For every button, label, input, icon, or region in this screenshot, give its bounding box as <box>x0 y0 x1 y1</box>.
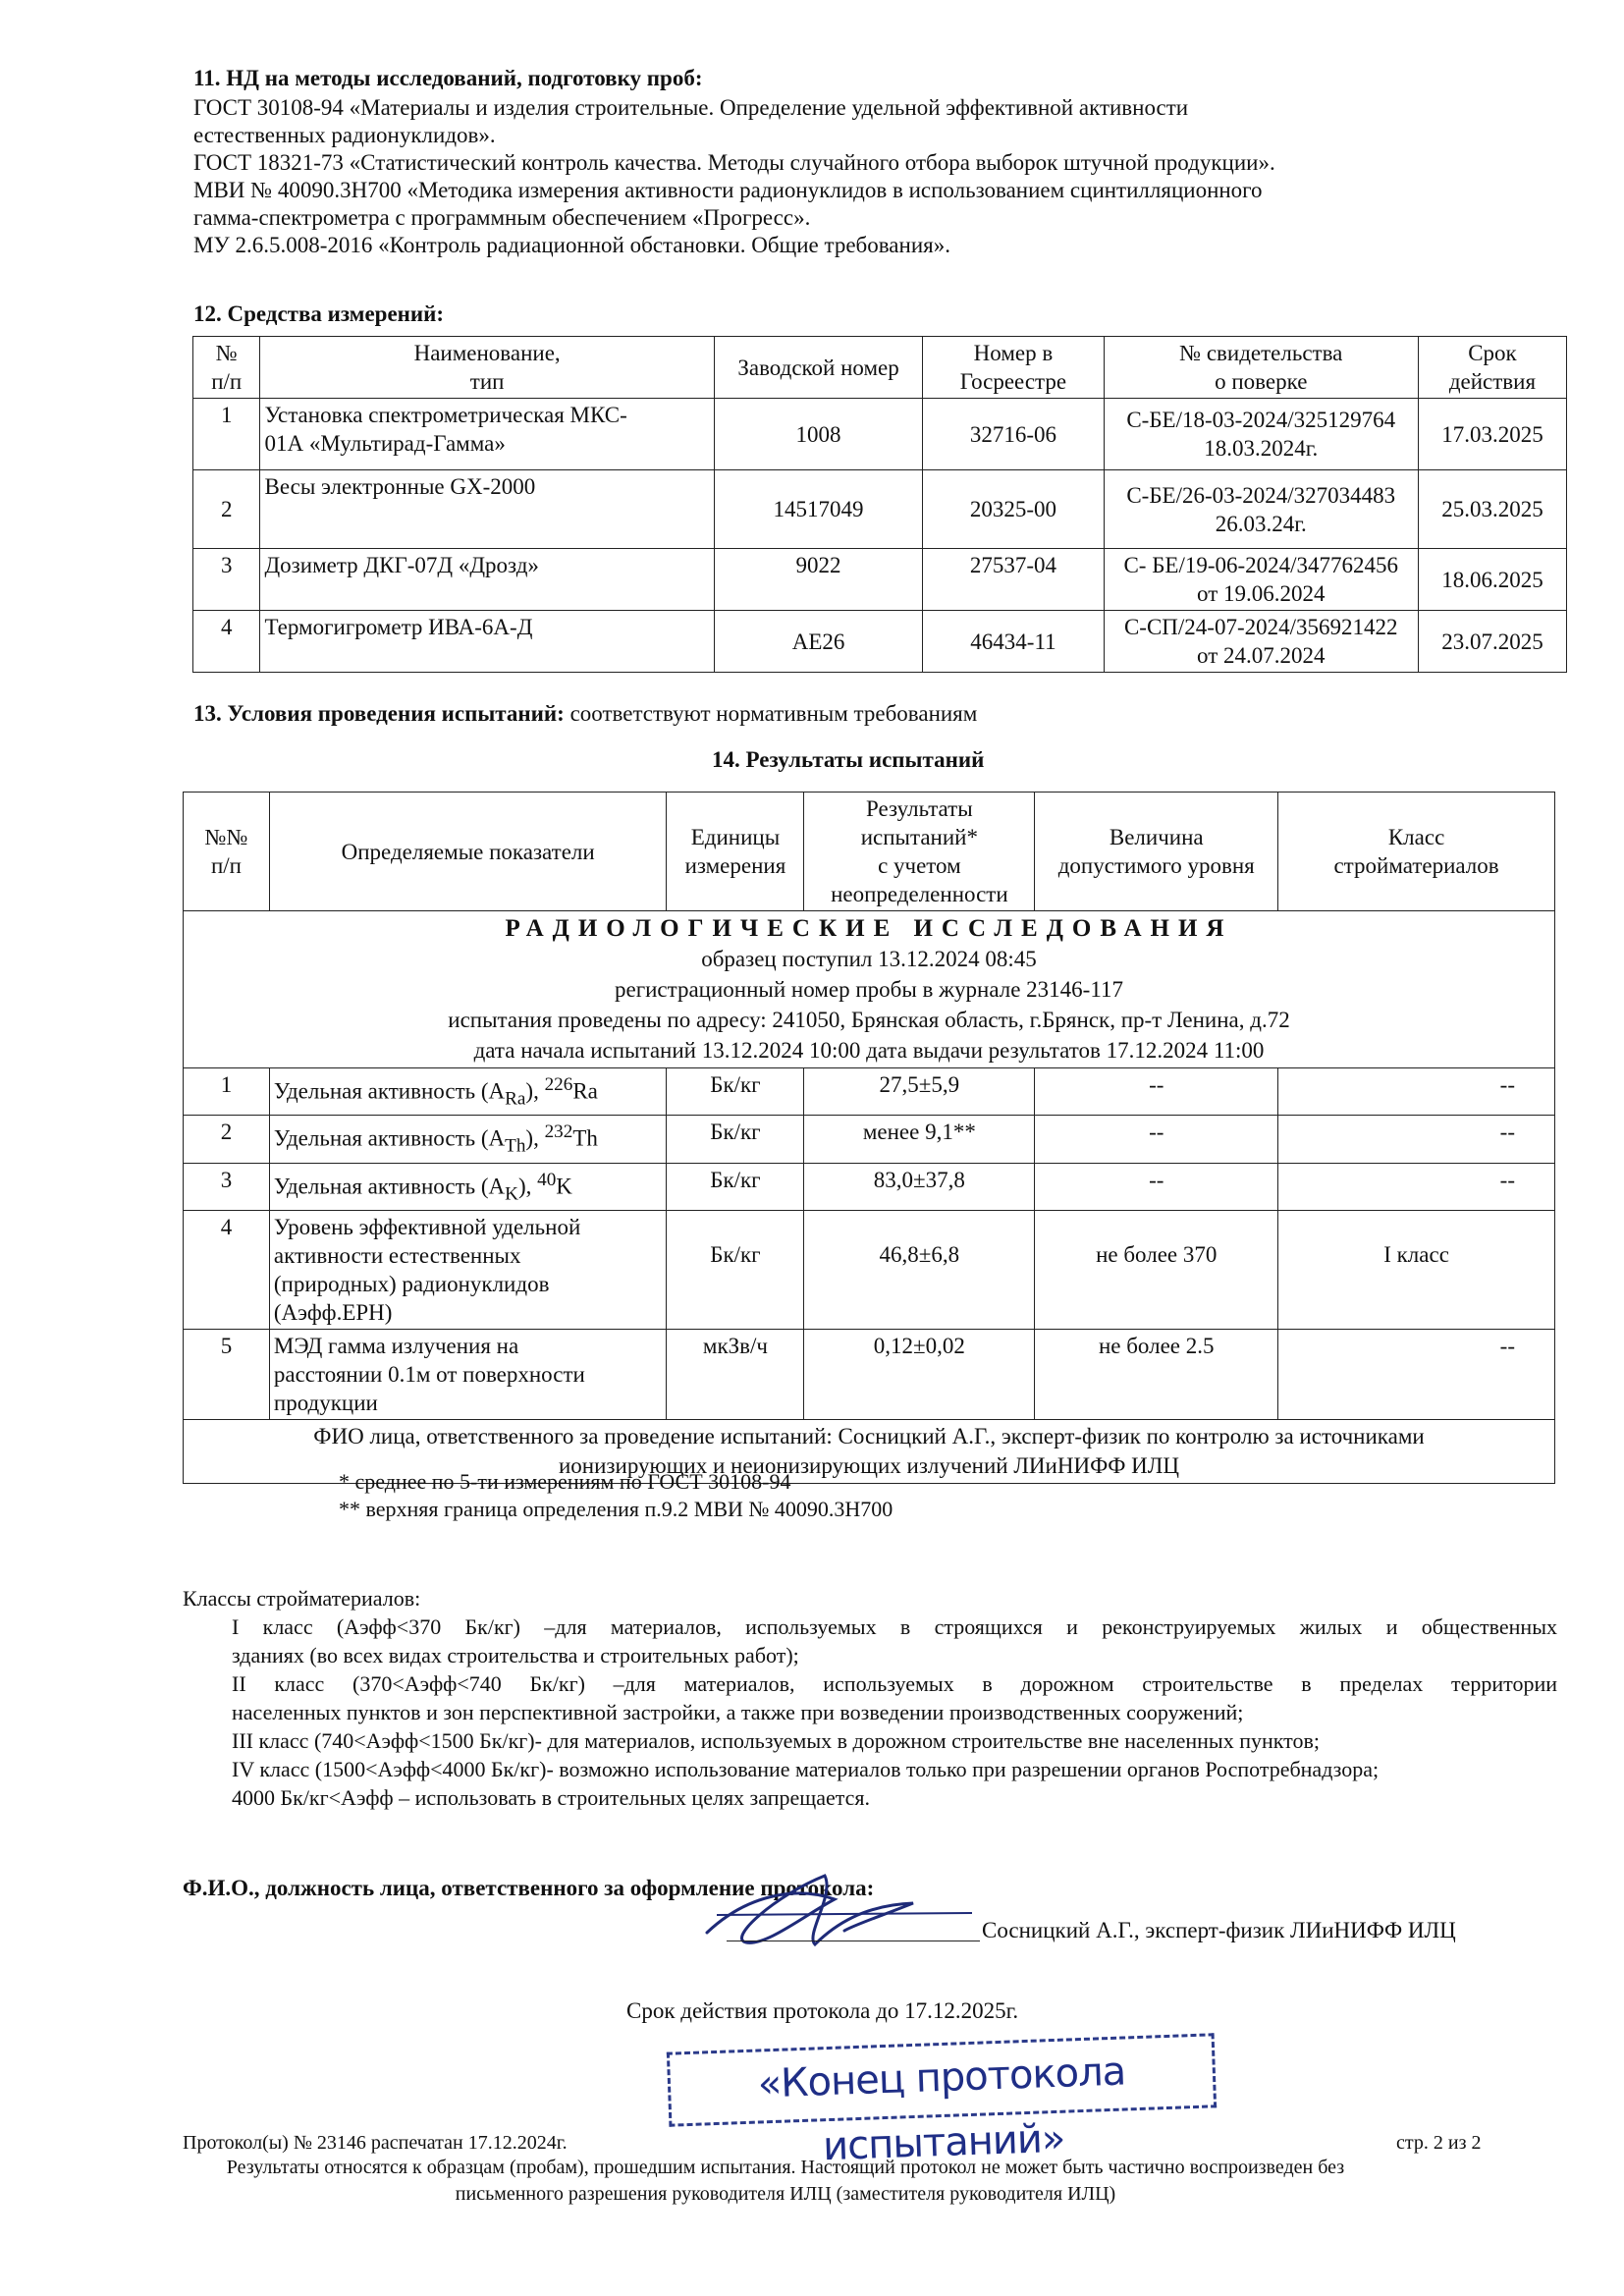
col-header-number: №№ п/п <box>184 793 270 911</box>
col-header-parameter: Определяемые показатели <box>269 793 667 911</box>
section-11-body <box>193 94 1275 259</box>
table-row: 3 Удельная активность $(A_K)$, $^{40}$K Бк/кг 83,0±37,8 -- -- <box>184 1163 1555 1210</box>
table-row: 4 Уровень эффективной удельной активности естественных (природных) радионуклидов (Аэфф.ЕРН) Бк/кг 46,8±6,8 не более 370 I класс <box>184 1210 1555 1329</box>
normative-line: естественных радионуклидов». <box>193 123 496 147</box>
end-of-protocol-stamp: «Конец протокола испытаний» <box>667 2033 1217 2126</box>
responsible-person: ФИО лица, ответственного за проведение испытаний: Сосницкий А.Г., эксперт-физик по контролю за источниками <box>313 1423 1425 1449</box>
table-row: 1 Удельная активность $(A_{Ra})$, $^{226}$Ra Бк/кг 27,5±5,9 -- -- <box>184 1068 1555 1116</box>
printed-info: Протокол(ы) № 23146 распечатан 17.12.2024г. <box>183 2132 568 2154</box>
section-12-heading: 12. Средства измерений: <box>193 301 445 326</box>
normative-line: МУ 2.6.5.008-2016 «Контроль радиационной обстановки. Общие требования». <box>193 233 950 257</box>
class-legend-heading: Классы стройматериалов: <box>183 1586 421 1611</box>
section-11-heading: 11. НД на методы исследований, подготовку проб: <box>193 66 703 90</box>
class-legend <box>232 1613 1557 1812</box>
footnotes <box>339 1468 893 1523</box>
footnote: * среднее по 5-ти измерениям по ГОСТ 30108-94 <box>339 1469 791 1494</box>
col-header-class: Класс стройматериалов <box>1278 793 1555 911</box>
footer-note: Результаты относятся к образцам (пробам), прошедшим испытания. Настоящий протокол не может быть частично воспроизведен без письменного разрешения руководителя ИЛЦ (заместителя руководителя ИЛЦ) <box>226 2157 1345 2205</box>
class-line: 4000 Бк/кг<Аэфф – использовать в строительных целях запрещается. <box>232 1785 870 1810</box>
sample-received: образец поступил 13.12.2024 08:45 <box>701 947 1037 971</box>
class-line: II класс (370<Аэфф<740 Бк/кг) –для материалов, используемых в дорожном строительстве в пределах территории <box>232 1671 1557 1696</box>
responsible-unit: ионизирующих и неионизирующих излучений ЛИиНИФФ ИЛЦ <box>559 1452 1179 1478</box>
signer-name: Сосницкий А.Г., эксперт-физик ЛИиНИФФ ИЛЦ <box>982 1918 1456 1942</box>
test-dates: дата начала испытаний 13.12.2024 10:00 дата выдачи результатов 17.12.2024 11:00 <box>473 1038 1265 1063</box>
section-13-text: соответствуют нормативным требованиям <box>564 701 978 726</box>
normative-line: МВИ № 40090.3Н700 «Методика измерения активности радионуклидов в использованием сцинтилляционного <box>193 178 1263 202</box>
class-line: IV класс (1500<Аэфф<4000 Бк/кг)- возможно использование материалов только при разрешении органов Роспотребнадзора; <box>232 1757 1380 1781</box>
section-13-heading: 13. Условия проведения испытаний: <box>193 701 565 726</box>
col-header-serial: Заводской номер <box>714 337 923 399</box>
normative-line: гамма-спектрометра с программным обеспечением «Прогресс». <box>193 205 811 230</box>
normative-line: ГОСТ 30108-94 «Материалы и изделия строительные. Определение удельной эффективной активности <box>193 95 1189 120</box>
col-header-name: Наименование, тип <box>260 337 714 399</box>
table-row: 1 Установка спектрометрическая МКС- 01А «Мультирад-Гамма» 1008 32716-06 С-БЕ/18-03-2024/325129764 18.03.2024г. 17.03.2025 <box>193 399 1567 470</box>
test-address: испытания проведены по адресу: 241050, Брянская область, г.Брянск, пр-т Ленина, д.72 <box>448 1008 1290 1032</box>
col-header-registry: Номер в Госреестре <box>923 337 1104 399</box>
section-13 <box>193 700 977 728</box>
signoff-heading: Ф.И.О., должность лица, ответственного за оформление протокола: <box>183 1876 875 1900</box>
col-header-number: № п/п <box>193 337 260 399</box>
col-header-limit: Величина допустимого уровня <box>1035 793 1278 911</box>
table-row: 2 Удельная активность $(A_{Th})$, $^{232}$Th Бк/кг менее 9,1** -- -- <box>184 1116 1555 1163</box>
protocol-validity: Срок действия протокола до 17.12.2025г. <box>626 1998 1019 2023</box>
class-line: населенных пунктов и зон перспективной застройки, а также при возведении производственных сооружений; <box>232 1700 1244 1724</box>
results-header-row <box>184 793 1555 911</box>
table-row: 3 Дозиметр ДКГ-07Д «Дрозд» 9022 27537-04 С- БЕ/19-06-2024/347762456 от 19.06.2024 18.06.2025 <box>193 549 1567 611</box>
instruments-table <box>192 336 1567 673</box>
page-number: стр. 2 из 2 <box>1396 2132 1482 2154</box>
footnote: ** верхняя граница определения п.9.2 МВИ № 40090.3Н700 <box>339 1497 893 1521</box>
col-header-unit: Единицы измерения <box>667 793 804 911</box>
col-header-result: Результаты испытаний* с учетом неопределенности <box>804 793 1035 911</box>
table-row: 4 Термогигрометр ИВА-6А-Д АЕ26 46434-11 С-СП/24-07-2024/356921422 от 24.07.2024 23.07.2025 <box>193 611 1567 673</box>
col-header-validity: Срок действия <box>1418 337 1566 399</box>
results-table <box>183 792 1555 1484</box>
table-row: 5 МЭД гамма излучения на расстоянии 0.1м от поверхности продукции мкЗв/ч 0,12±0,02 не более 2.5 -- <box>184 1329 1555 1419</box>
instruments-header-row <box>193 337 1567 399</box>
section-14-heading: 14. Результаты испытаний <box>712 747 985 772</box>
radiology-info-row <box>184 911 1555 1068</box>
class-line: I класс (Аэфф<370 Бк/кг) –для материалов, используемых в строящихся и реконструируемых жилых и общественных <box>232 1614 1557 1639</box>
signature-image <box>687 1856 982 1964</box>
normative-line: ГОСТ 18321-73 «Статистический контроль качества. Методы случайного отбора выборок штучной продукции». <box>193 150 1275 175</box>
class-line: III класс (740<Аэфф<1500 Бк/кг)- для материалов, используемых в дорожном строительстве вне населенных пунктов; <box>232 1728 1320 1753</box>
radiology-title: РАДИОЛОГИЧЕСКИЕ ИССЛЕДОВАНИЯ <box>505 915 1233 942</box>
col-header-certificate: № свидетельства о поверке <box>1104 337 1418 399</box>
class-line: зданиях (во всех видах строительства и строительных работ); <box>232 1643 799 1667</box>
registration-number: регистрационный номер пробы в журнале 23146-117 <box>614 977 1123 1002</box>
table-row: 2 Весы электронные GX-2000 14517049 20325-00 С-БЕ/26-03-2024/327034483 26.03.24г. 25.03.2025 <box>193 470 1567 549</box>
